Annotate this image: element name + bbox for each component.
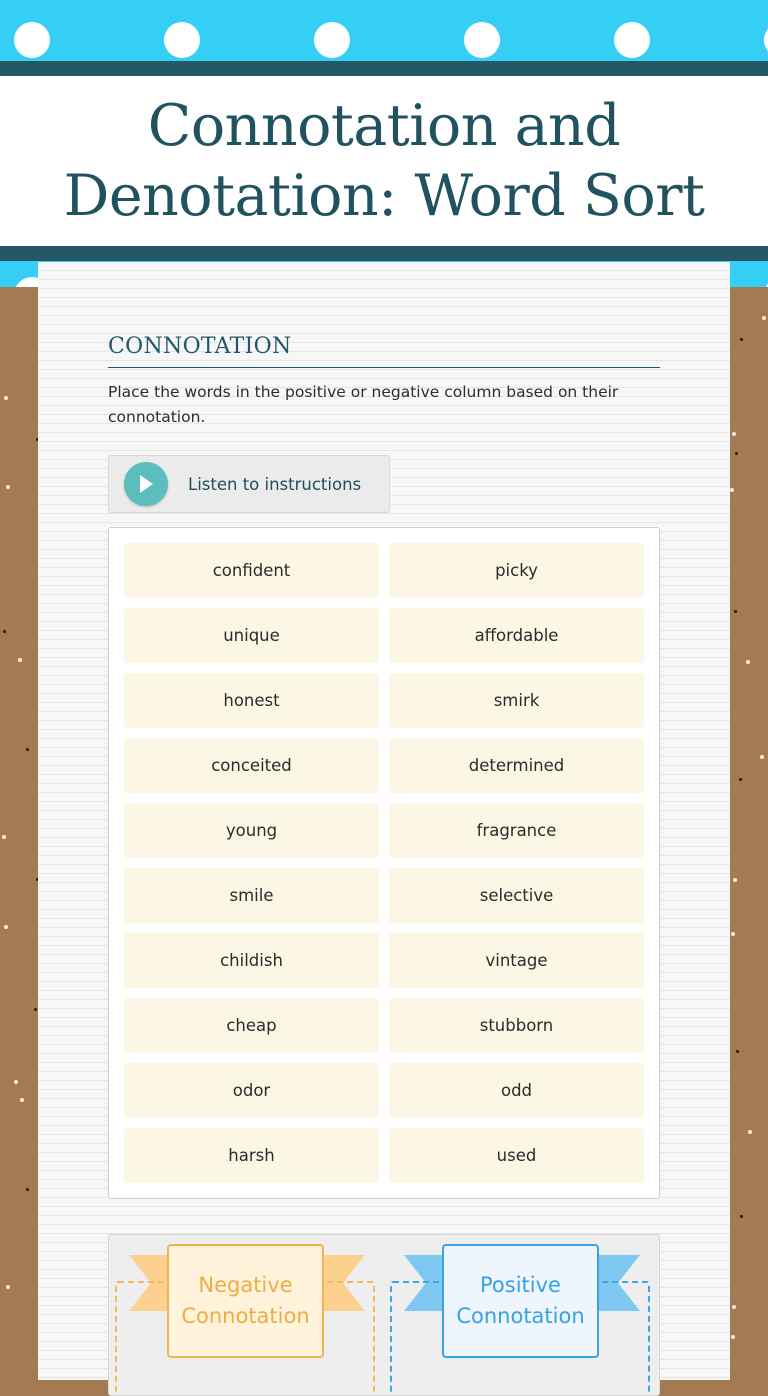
word-tile[interactable]: cheap xyxy=(124,998,379,1053)
section-title: CONNOTATION xyxy=(108,334,660,368)
word-tile[interactable]: odor xyxy=(124,1063,379,1118)
word-tile[interactable]: unique xyxy=(124,608,379,663)
positive-connotation-label: Positive Connotation xyxy=(442,1244,599,1358)
play-icon xyxy=(124,462,168,506)
word-tile[interactable]: conceited xyxy=(124,738,379,793)
header-polka-band xyxy=(0,0,768,62)
header-stripe-top xyxy=(0,61,768,76)
word-tile[interactable]: vintage xyxy=(389,933,644,988)
word-tile[interactable]: smile xyxy=(124,868,379,923)
word-tile[interactable]: young xyxy=(124,803,379,858)
word-tile[interactable]: used xyxy=(389,1128,644,1183)
word-tile[interactable]: childish xyxy=(124,933,379,988)
header-stripe-bottom xyxy=(0,246,768,261)
word-tile[interactable]: confident xyxy=(124,543,379,598)
word-bank xyxy=(108,527,660,1199)
word-tile[interactable]: harsh xyxy=(124,1128,379,1183)
listen-label: Listen to instructions xyxy=(188,474,362,494)
word-tile[interactable]: determined xyxy=(389,738,644,793)
title-banner xyxy=(0,76,768,246)
listen-to-instructions-button[interactable] xyxy=(108,455,390,513)
word-tile[interactable]: fragrance xyxy=(389,803,644,858)
page-title: Connotation and Denotation: Word Sort xyxy=(63,93,705,229)
word-tile[interactable]: affordable xyxy=(389,608,644,663)
sorting-columns xyxy=(108,1234,660,1396)
negative-connotation-label: Negative Connotation xyxy=(167,1244,324,1358)
word-tile[interactable]: stubborn xyxy=(389,998,644,1053)
word-tile[interactable]: picky xyxy=(389,543,644,598)
worksheet-paper xyxy=(38,262,730,1380)
instructions-text: Place the words in the positive or negative column based on their connotation. xyxy=(108,383,619,426)
word-tile[interactable]: odd xyxy=(389,1063,644,1118)
word-tile[interactable]: selective xyxy=(389,868,644,923)
word-tile[interactable]: honest xyxy=(124,673,379,728)
word-tile[interactable]: smirk xyxy=(389,673,644,728)
